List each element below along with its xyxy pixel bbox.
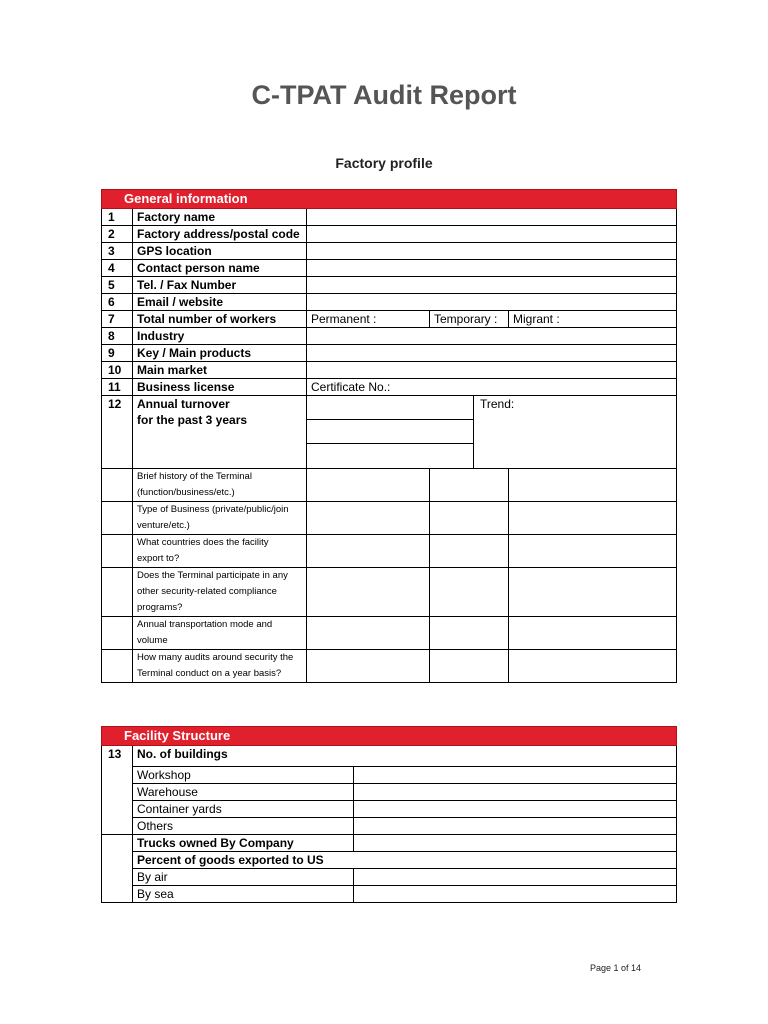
question-label [133,502,307,535]
question-line: What countries does the facility [137,537,269,548]
row-label: Contact person name [133,260,307,277]
question-label [133,650,307,683]
table-row [102,277,677,294]
table-row [102,209,677,226]
row-number-continued [102,852,133,869]
trucks-field[interactable] [354,835,677,852]
question-line: Does the Terminal participate in any [137,570,288,581]
question-line: (function/business/etc.) [137,487,235,498]
question-line: other security-related compliance [137,586,277,597]
building-type-label: Workshop [133,767,354,784]
row-label: Factory address/postal code [133,226,307,243]
turnover-year-2-field[interactable] [307,420,474,444]
answer-field[interactable] [509,568,677,617]
answer-field[interactable] [307,535,430,568]
question-label [133,617,307,650]
question-number-cell [102,502,133,535]
factory-name-field[interactable] [307,209,677,226]
table-row [102,650,677,683]
row-number-continued [102,818,133,835]
table-row [102,852,677,869]
migrant-workers-field[interactable]: Migrant : [509,311,677,328]
question-label [133,568,307,617]
row-number: 4 [102,260,133,277]
table-row [102,746,677,767]
trucks-label: Trucks owned By Company [133,835,354,852]
table-row [102,469,677,502]
building-type-label: Warehouse [133,784,354,801]
transport-mode-label: By sea [133,886,354,903]
answer-field[interactable] [307,502,430,535]
row-number: 13 [102,746,133,767]
table-row [102,617,677,650]
row-label: Industry [133,328,307,345]
table-row [102,243,677,260]
table-row [102,869,677,886]
table-row [102,502,677,535]
table-row [102,311,677,328]
row-number-continued [102,869,133,886]
question-line: Brief history of the Terminal [137,471,252,482]
table-row [102,568,677,617]
facility-structure-heading: Facility Structure [102,727,677,746]
general-information-header [102,190,677,209]
question-line: export to? [137,553,180,564]
question-number-cell [102,617,133,650]
facility-structure-header [102,727,677,746]
question-line: volume [137,635,168,646]
answer-field[interactable] [307,469,430,502]
page-number: Page 1 of 14 [590,963,642,973]
question-line: programs? [137,602,183,613]
row-number: 1 [102,209,133,226]
table-row [102,260,677,277]
table-row [102,328,677,345]
question-number-cell [102,650,133,683]
general-information-heading: General information [102,190,677,209]
row-number-continued [102,801,133,818]
facility-structure-table [101,726,677,903]
answer-field[interactable] [509,617,677,650]
row-label: Factory name [133,209,307,226]
question-number-cell [102,535,133,568]
answer-field[interactable] [509,469,677,502]
answer-field[interactable] [307,650,430,683]
answer-field[interactable] [430,568,509,617]
answer-field[interactable] [509,502,677,535]
trend-field[interactable]: Trend: [474,396,677,469]
row-number-continued [102,767,133,784]
answer-field[interactable] [430,469,509,502]
buildings-label: No. of buildings [133,746,677,767]
question-line: Terminal conduct on a year basis? [137,668,282,679]
row-number-continued [102,444,133,469]
turnover-label-line2: for the past 3 years [133,412,307,436]
answer-field[interactable] [430,502,509,535]
table-row [102,886,677,903]
row-number: 9 [102,345,133,362]
answer-field[interactable] [509,535,677,568]
row-number-continued [102,420,133,444]
question-line: Annual transportation mode and [137,619,273,630]
row-label: Tel. / Fax Number [133,277,307,294]
answer-field[interactable] [509,650,677,683]
contact-person-field[interactable] [307,260,677,277]
workshop-field[interactable] [354,767,677,784]
factory-address-field[interactable] [307,226,677,243]
answer-field[interactable] [430,650,509,683]
answer-field[interactable] [307,568,430,617]
table-row [102,818,677,835]
row-label: GPS location [133,243,307,260]
main-market-field[interactable] [307,362,677,379]
report-title: C-TPAT Audit Report [251,80,517,110]
question-line: venture/etc.) [137,520,190,531]
industry-field[interactable] [307,328,677,345]
turnover-label-line1: Annual turnover [137,397,230,411]
row-number: 11 [102,379,133,396]
by-sea-field[interactable] [354,886,677,903]
row-number: 2 [102,226,133,243]
answer-field[interactable] [430,617,509,650]
table-row [102,535,677,568]
building-type-label: Others [133,818,354,835]
row-label: Main market [133,362,307,379]
table-row [102,835,677,852]
transport-mode-label: By air [133,869,354,886]
table-row [102,362,677,379]
main-products-field[interactable] [307,345,677,362]
others-field[interactable] [354,818,677,835]
table-row [102,784,677,801]
row-number-cell [102,835,133,852]
temporary-workers-field[interactable]: Temporary : [430,311,509,328]
table-row [102,226,677,243]
row-number: 8 [102,328,133,345]
table-row [102,294,677,311]
row-label: Total number of workers [133,311,307,328]
answer-field[interactable] [307,617,430,650]
row-number: 5 [102,277,133,294]
turnover-year-3-field[interactable] [307,444,474,469]
question-number-cell [102,568,133,617]
building-type-label: Container yards [133,801,354,818]
row-number: 7 [102,311,133,328]
row-number: 3 [102,243,133,260]
row-number-continued [102,886,133,903]
row-label: Business license [133,379,307,396]
question-label [133,469,307,502]
row-number: 10 [102,362,133,379]
question-line: Type of Business (private/public/join [137,504,289,515]
table-row [102,767,677,784]
row-label: Key / Main products [133,345,307,362]
table-row [102,801,677,818]
percent-exported-label: Percent of goods exported to US [133,852,677,869]
row-number: 12 [102,396,133,420]
table-row [102,345,677,362]
email-website-field[interactable] [307,294,677,311]
question-line: How many audits around security the [137,652,294,663]
by-air-field[interactable] [354,869,677,886]
answer-field[interactable] [430,535,509,568]
question-label [133,535,307,568]
turnover-label-continued [133,444,307,469]
tel-fax-field[interactable] [307,277,677,294]
turnover-year-1-field[interactable] [307,396,474,420]
warehouse-field[interactable] [354,784,677,801]
row-number: 6 [102,294,133,311]
permanent-workers-field[interactable]: Permanent : [307,311,430,328]
gps-location-field[interactable] [307,243,677,260]
question-number-cell [102,469,133,502]
row-number-continued [102,784,133,801]
table-row [102,379,677,396]
section-subtitle: Factory profile [335,155,433,171]
container-yards-field[interactable] [354,801,677,818]
general-information-table [101,189,677,683]
certificate-number-field[interactable]: Certificate No.: [307,379,677,396]
row-label: Email / website [133,294,307,311]
